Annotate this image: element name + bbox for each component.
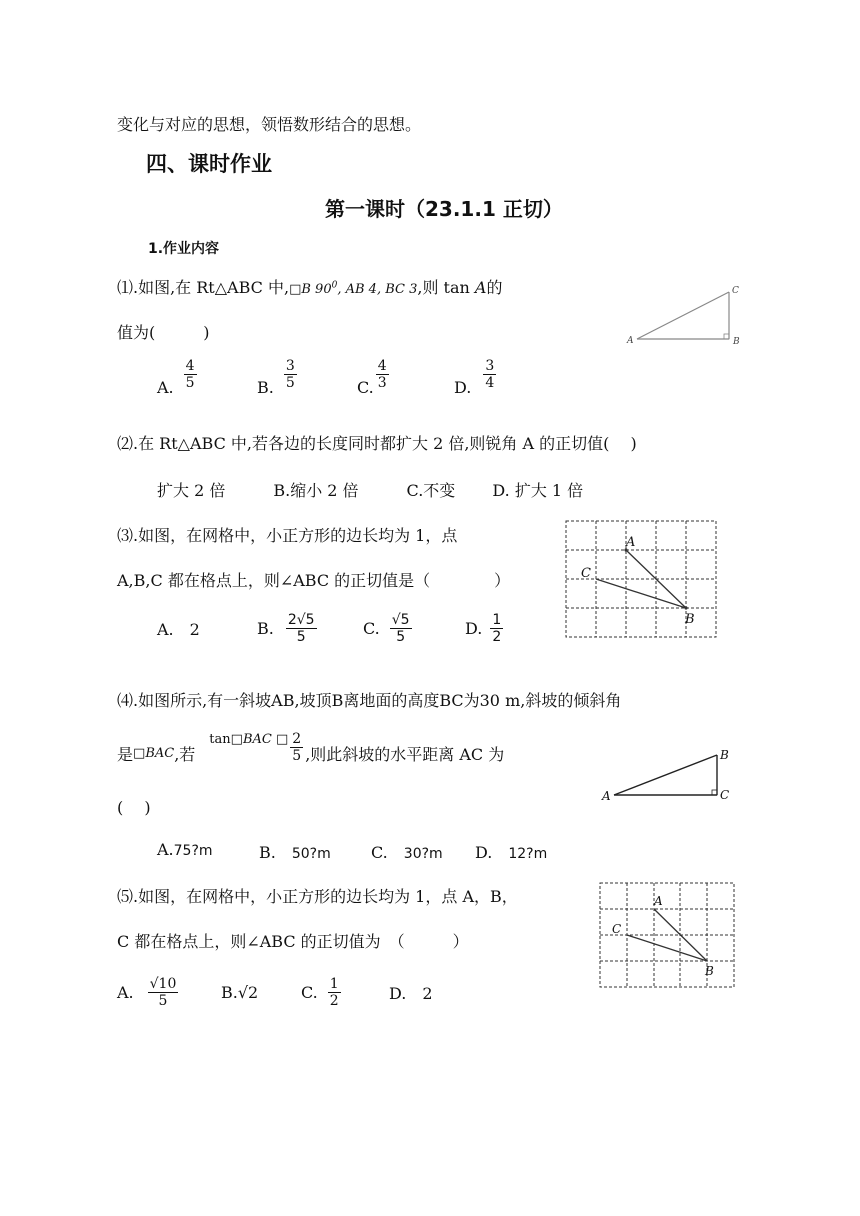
q3-options bbox=[157, 612, 545, 645]
q5-line2: C 都在格点上，则∠ABC 的正切值为 （ ） bbox=[117, 932, 469, 951]
q1-line1 bbox=[117, 275, 503, 298]
q1-text-b: ,则 tan bbox=[417, 278, 470, 297]
q1-option-d[interactable]: D. $\frac{3}{4}$ bbox=[454, 358, 495, 397]
q1-option-c[interactable]: C. $\frac{4}{3}$ bbox=[357, 358, 387, 397]
q5-option-d[interactable]: D. 2 bbox=[389, 984, 433, 1003]
q4-options bbox=[157, 840, 575, 863]
q1-text-a: ⑴.如图,在 Rt△ABC 中, bbox=[117, 278, 290, 297]
q3-segment-cb bbox=[596, 579, 686, 608]
q3-option-a[interactable]: A. 2 bbox=[157, 620, 200, 639]
q3-label-a: A bbox=[626, 535, 636, 550]
q1-hypotenuse bbox=[637, 292, 729, 339]
q1-tan-var: A bbox=[474, 278, 487, 297]
q5-label-b: B bbox=[705, 964, 714, 978]
q1-label-a: A bbox=[627, 336, 634, 346]
q3-line2: A,B,C 都在格点上，则∠ABC 的正切值是（ ） bbox=[117, 571, 511, 590]
q1-text-c: 的 bbox=[486, 278, 503, 297]
q1-option-b[interactable]: B. $\frac{3}{5}$ bbox=[257, 358, 295, 397]
q1-line2: 值为( ) bbox=[117, 323, 210, 342]
q5-options bbox=[117, 976, 469, 1009]
q2-text: ⑵.在 Rt△ABC 中,若各边的长度同时都扩大 2 倍,则锐角 A 的正切值( ) bbox=[117, 434, 637, 453]
q1-right-angle bbox=[724, 334, 729, 339]
q2-options: 扩大 2 倍 B.缩小 2 倍 C.不变 D. 扩大 1 倍 bbox=[157, 481, 584, 500]
q4-option-d[interactable]: D. 12?m bbox=[475, 843, 548, 862]
q5-option-a[interactable]: A. $\frac{√10}{5}$ bbox=[117, 976, 177, 1009]
q3-label-b: B bbox=[685, 612, 695, 627]
q4-right-angle bbox=[712, 790, 717, 795]
q3-grid-figure bbox=[564, 519, 719, 641]
q4-label-b: B bbox=[720, 748, 729, 762]
q4-line1: ⑷.如图所示,有一斜坡AB,坡顶B离地面的高度BC为30 m,斜坡的倾斜角 bbox=[117, 691, 622, 710]
q5-option-b[interactable]: B.√2 bbox=[221, 983, 259, 1002]
q1-label-c: C bbox=[732, 286, 739, 296]
q3-option-c[interactable]: C. $\frac{√5}{5}$ bbox=[363, 612, 410, 645]
q3-option-b[interactable]: B. $\frac{2√5}{5}$ bbox=[257, 612, 315, 645]
q4-tan-fraction: $\frac{2}{5}$ bbox=[292, 731, 302, 764]
q4-tan-expression: tan□BAC □ bbox=[209, 732, 289, 747]
q1-options bbox=[157, 358, 554, 397]
q4-line2: 是 □BAC ,若 tan□BAC □ $\frac{2}{5}$ ,则此斜坡的水平距离 AC 为 bbox=[117, 731, 505, 764]
q5-segment-cb bbox=[627, 935, 707, 961]
q4-option-c[interactable]: C. 30?m bbox=[371, 843, 443, 862]
q5-label-a: A bbox=[654, 894, 663, 908]
q3-label-c: C bbox=[581, 566, 591, 581]
q3-option-d[interactable]: D. $\frac{1}{2}$ bbox=[465, 612, 502, 645]
q1-figure bbox=[622, 282, 747, 350]
section-title: 四、课时作业 bbox=[146, 152, 272, 176]
intro-line: 变化与对应的思想，领悟数形结合的思想。 bbox=[117, 115, 422, 134]
q4-slope bbox=[614, 755, 717, 795]
subheading: 1.作业内容 bbox=[148, 241, 220, 257]
lesson-title: 第一课时（23.1.1 正切） bbox=[325, 197, 563, 221]
q4-option-b[interactable]: B. 50?m bbox=[259, 843, 331, 862]
q5-grid-figure bbox=[598, 881, 738, 991]
q1-option-a[interactable]: A. $\frac{4}{5}$ bbox=[157, 358, 195, 397]
q1-condition: □B $90^0$, AB 4, BC 3 bbox=[289, 280, 418, 297]
q4-figure bbox=[600, 745, 740, 807]
q5-label-c: C bbox=[612, 922, 622, 936]
q4-option-a[interactable]: A.75?m bbox=[157, 840, 213, 859]
q4-label-c: C bbox=[720, 788, 730, 802]
q5-option-c[interactable]: C. $\frac{1}{2}$ bbox=[301, 976, 339, 1009]
q1-label-b: B bbox=[733, 337, 740, 347]
q3-line1: ⑶.如图，在网格中，小正方形的边长均为 1，点 bbox=[117, 526, 458, 545]
q4-line3: ( ) bbox=[117, 798, 151, 817]
q5-line1: ⑸.如图，在网格中，小正方形的边长均为 1，点 A，B， bbox=[117, 887, 518, 906]
q4-label-a: A bbox=[602, 789, 611, 803]
